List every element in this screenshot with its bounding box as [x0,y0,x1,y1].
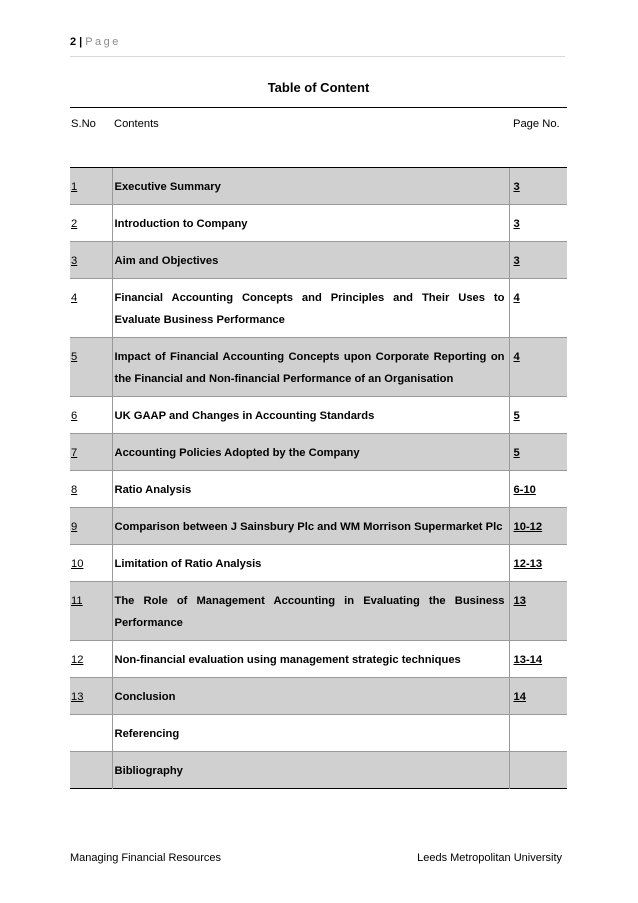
toc-row-page: 13 [509,582,567,641]
toc-row [70,242,567,279]
toc-row-sno: 13 [70,678,112,715]
toc-row-sno: 3 [70,242,112,279]
toc-row [70,508,567,545]
toc-row-page: 6-10 [509,471,567,508]
toc-row-contents: The Role of Management Accounting in Evaluating the Business Performance [112,582,509,641]
toc-row-contents: Impact of Financial Accounting Concepts upon Corporate Reporting on the Financial and Non-financial Performance of an Organisation [112,338,509,397]
footer-left: Managing Financial Resources [70,852,222,864]
column-header-sno: S.No [70,108,112,168]
toc-table [70,107,567,789]
toc-row-page: 3 [509,242,567,279]
page-number: 2 [70,36,77,48]
toc-row-page: 10-12 [509,508,567,545]
toc-row-sno: 9 [70,508,112,545]
page-header [70,36,565,57]
toc-row-page: 4 [509,279,567,338]
toc-row [70,752,567,789]
toc-row [70,545,567,582]
toc-row-sno: 1 [70,168,112,205]
toc-row-sno: 8 [70,471,112,508]
page-word: Page [85,36,121,48]
toc-row-contents: Introduction to Company [112,205,509,242]
toc-row-sno [70,715,112,752]
toc-row [70,582,567,641]
toc-row-sno: 6 [70,397,112,434]
toc-row-page: 5 [509,397,567,434]
toc-row-page [509,752,567,789]
toc-row-contents: Accounting Policies Adopted by the Company [112,434,509,471]
toc-row [70,641,567,678]
toc-row-sno: 5 [70,338,112,397]
toc-row-contents: Aim and Objectives [112,242,509,279]
toc-row-contents: Non-financial evaluation using management strategic techniques [112,641,509,678]
toc-row-page: 12-13 [509,545,567,582]
toc-row-sno: 11 [70,582,112,641]
toc-row [70,715,567,752]
toc-row-contents: UK GAAP and Changes in Accounting Standards [112,397,509,434]
page-separator: | [79,36,83,48]
toc-row-sno [70,752,112,789]
toc-row [70,397,567,434]
toc-row-sno: 7 [70,434,112,471]
toc-row-sno: 12 [70,641,112,678]
toc-row-page [509,715,567,752]
toc-row-contents: Executive Summary [112,168,509,205]
toc-row-sno: 2 [70,205,112,242]
toc-row-contents: Comparison between J Sainsbury Plc and WM Morrison Supermarket Plc [112,508,509,545]
toc-row-page: 14 [509,678,567,715]
toc-title: Table of Content [267,80,370,95]
toc-row-page: 5 [509,434,567,471]
toc-header-row [70,108,567,168]
toc-row-contents: Referencing [112,715,509,752]
footer-right: Leeds Metropolitan University [417,852,562,864]
toc-row [70,205,567,242]
toc-row-page: 13-14 [509,641,567,678]
toc-row-page: 3 [509,168,567,205]
toc-row-page: 4 [509,338,567,397]
toc-row [70,338,567,397]
page-footer [70,852,562,864]
toc-row [70,434,567,471]
column-header-contents: Contents [112,108,509,168]
column-header-page: Page No. [509,108,567,168]
toc-row [70,678,567,715]
toc-row-contents: Conclusion [112,678,509,715]
toc-row-page: 3 [509,205,567,242]
toc-body [70,168,567,789]
toc-row-contents: Ratio Analysis [112,471,509,508]
toc-row-sno: 4 [70,279,112,338]
toc-row-contents: Bibliography [112,752,509,789]
toc-row-contents: Financial Accounting Concepts and Principles and Their Uses to Evaluate Business Performance [112,279,509,338]
toc-row-contents: Limitation of Ratio Analysis [112,545,509,582]
toc-row [70,168,567,205]
toc-row-sno: 10 [70,545,112,582]
toc-row [70,279,567,338]
toc-row [70,471,567,508]
